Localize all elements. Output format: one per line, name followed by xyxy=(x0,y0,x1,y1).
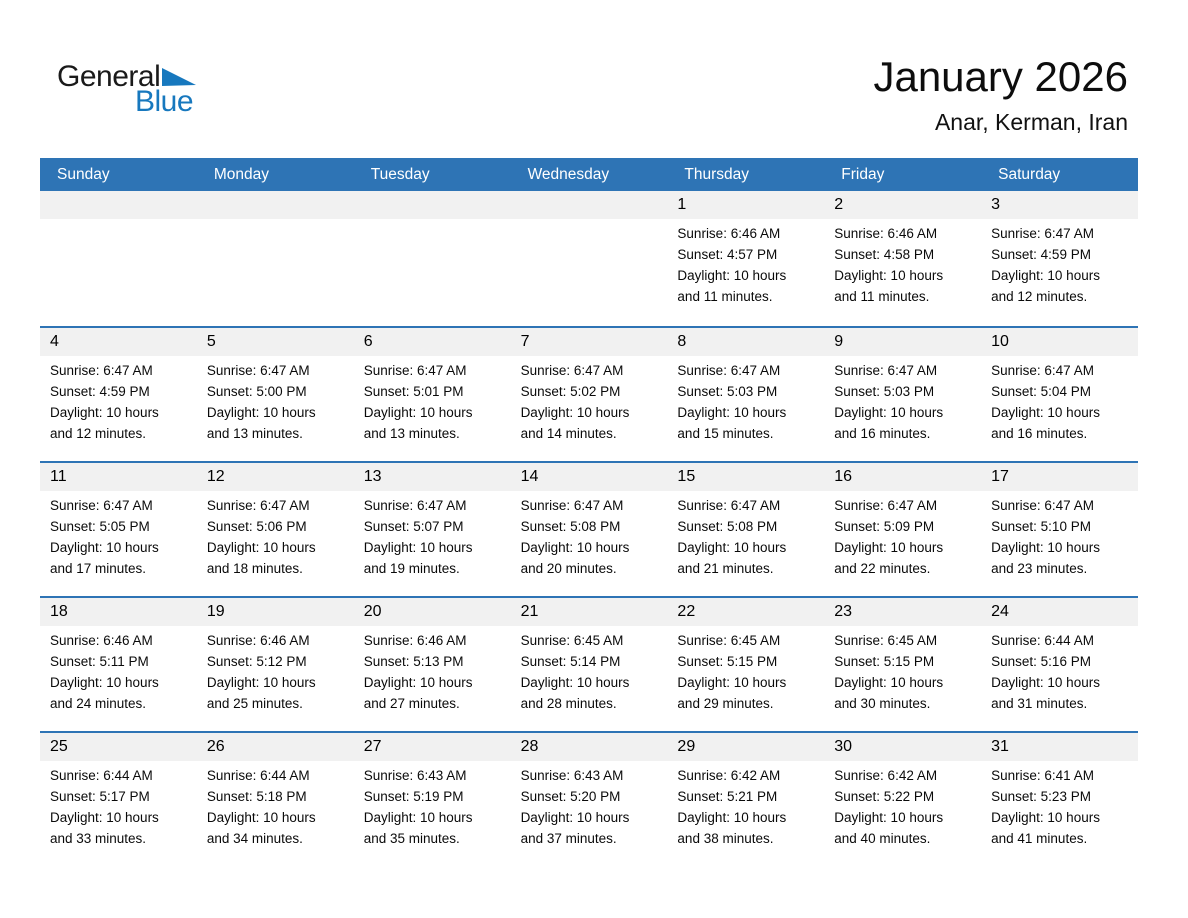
detail-line: Sunset: 5:03 PM xyxy=(677,384,778,399)
detail-line: and 34 minutes. xyxy=(206,831,303,846)
day-details xyxy=(511,219,668,223)
detail-line: Sunset: 5:08 PM xyxy=(520,519,621,534)
detail-line: Sunrise: 6:47 AM xyxy=(50,363,153,378)
day-cell xyxy=(824,328,981,461)
day-details xyxy=(981,356,1138,444)
detail-line: and 12 minutes. xyxy=(991,289,1088,304)
day-number: 19 xyxy=(206,603,225,620)
day-number-strip xyxy=(981,598,1138,626)
detail-line: Sunset: 5:00 PM xyxy=(206,384,307,399)
detail-line: Sunset: 5:09 PM xyxy=(834,519,935,534)
day-cell xyxy=(40,328,197,461)
empty-day-cell xyxy=(511,191,668,326)
detail-line: and 11 minutes. xyxy=(834,289,930,304)
detail-line: and 28 minutes. xyxy=(520,696,617,711)
day-number: 4 xyxy=(50,333,59,350)
weekday-header-saturday: Saturday xyxy=(998,165,1061,183)
detail-line: and 30 minutes. xyxy=(834,696,931,711)
day-details xyxy=(824,761,981,849)
day-cell xyxy=(667,463,824,596)
detail-line: Daylight: 10 hours xyxy=(991,810,1100,825)
day-number: 1 xyxy=(677,196,687,213)
day-number: 5 xyxy=(206,333,216,350)
day-details xyxy=(511,491,668,579)
day-details xyxy=(40,356,197,444)
day-details xyxy=(824,491,981,579)
week-row xyxy=(40,326,1138,461)
detail-line: Sunset: 4:57 PM xyxy=(677,247,778,262)
day-number: 3 xyxy=(991,196,1001,213)
detail-line: Daylight: 10 hours xyxy=(834,810,944,825)
day-cell xyxy=(981,598,1138,731)
day-number: 8 xyxy=(677,333,687,350)
day-number-strip xyxy=(197,191,354,219)
day-details xyxy=(354,356,511,444)
detail-line: Daylight: 10 hours xyxy=(991,405,1100,420)
detail-line: Sunrise: 6:47 AM xyxy=(363,363,467,378)
detail-line: Sunrise: 6:47 AM xyxy=(206,363,310,378)
day-details xyxy=(981,491,1138,579)
detail-line: Daylight: 10 hours xyxy=(677,405,787,420)
detail-line: Sunset: 5:11 PM xyxy=(50,654,149,669)
detail-line: and 38 minutes. xyxy=(677,831,774,846)
day-details xyxy=(667,626,824,714)
day-number-strip xyxy=(40,463,197,491)
detail-line: Sunrise: 6:47 AM xyxy=(677,363,781,378)
day-cell xyxy=(197,463,354,596)
logo-text-blue: Blue xyxy=(135,85,194,118)
month-title: January 2026 xyxy=(873,53,1128,100)
day-number-strip xyxy=(511,191,668,219)
detail-line: Daylight: 10 hours xyxy=(520,675,630,690)
detail-line: Sunrise: 6:47 AM xyxy=(991,226,1094,241)
detail-line: and 16 minutes. xyxy=(834,426,931,441)
day-cell xyxy=(981,191,1138,326)
detail-line: Daylight: 10 hours xyxy=(50,405,159,420)
empty-day-cell xyxy=(354,191,511,326)
day-cell xyxy=(981,463,1138,596)
detail-line: Sunrise: 6:44 AM xyxy=(206,768,310,783)
day-number-strip xyxy=(667,598,824,626)
day-details xyxy=(197,356,354,444)
day-cell xyxy=(354,733,511,866)
day-number: 31 xyxy=(991,738,1009,755)
day-details xyxy=(667,491,824,579)
day-cell xyxy=(354,328,511,461)
detail-line: Daylight: 10 hours xyxy=(991,540,1100,555)
detail-line: Daylight: 10 hours xyxy=(677,540,787,555)
detail-line: Sunrise: 6:44 AM xyxy=(991,633,1094,648)
day-number: 2 xyxy=(834,196,844,213)
detail-line: Daylight: 10 hours xyxy=(363,540,473,555)
day-cell xyxy=(981,328,1138,461)
day-number-strip xyxy=(354,598,511,626)
detail-line: Sunset: 5:23 PM xyxy=(991,789,1091,804)
detail-line: Daylight: 10 hours xyxy=(834,405,944,420)
day-details xyxy=(981,626,1138,714)
detail-line: Sunrise: 6:45 AM xyxy=(834,633,938,648)
general-blue-logo xyxy=(57,60,196,119)
detail-line: Daylight: 10 hours xyxy=(206,540,316,555)
day-details xyxy=(354,219,511,223)
detail-line: Sunset: 5:18 PM xyxy=(206,789,307,804)
detail-line: Sunrise: 6:41 AM xyxy=(991,768,1094,783)
day-number: 24 xyxy=(991,603,1009,620)
day-number-strip xyxy=(667,191,824,219)
day-details xyxy=(824,626,981,714)
day-number: 14 xyxy=(520,468,539,485)
day-number: 25 xyxy=(50,738,68,755)
detail-line: Sunset: 5:13 PM xyxy=(363,654,464,669)
day-cell xyxy=(40,598,197,731)
day-number-strip xyxy=(667,463,824,491)
day-number: 13 xyxy=(363,468,382,485)
day-details xyxy=(40,219,197,223)
day-cell xyxy=(197,598,354,731)
detail-line: and 21 minutes. xyxy=(677,561,774,576)
detail-line: Daylight: 10 hours xyxy=(834,540,944,555)
day-details xyxy=(511,761,668,849)
detail-line: Sunset: 5:22 PM xyxy=(834,789,935,804)
detail-line: Sunrise: 6:43 AM xyxy=(363,768,467,783)
day-number-strip xyxy=(354,328,511,356)
detail-line: Sunrise: 6:47 AM xyxy=(677,498,781,513)
day-details xyxy=(40,626,197,714)
day-number-strip xyxy=(511,598,668,626)
detail-line: Sunrise: 6:44 AM xyxy=(50,768,153,783)
detail-line: Sunrise: 6:43 AM xyxy=(520,768,624,783)
empty-day-cell xyxy=(197,191,354,326)
day-details xyxy=(981,219,1138,307)
day-number-strip xyxy=(197,463,354,491)
detail-line: Daylight: 10 hours xyxy=(363,675,473,690)
day-cell xyxy=(824,733,981,866)
detail-line: and 11 minutes. xyxy=(677,289,773,304)
detail-line: and 12 minutes. xyxy=(50,426,147,441)
day-details xyxy=(197,761,354,849)
day-number-strip xyxy=(511,463,668,491)
day-details xyxy=(667,219,824,307)
week-row xyxy=(40,731,1138,866)
detail-line: Sunset: 4:58 PM xyxy=(834,247,935,262)
day-cell xyxy=(197,328,354,461)
day-number-strip xyxy=(667,328,824,356)
day-number-strip xyxy=(197,598,354,626)
detail-line: and 41 minutes. xyxy=(991,831,1088,846)
week-row xyxy=(40,191,1138,326)
detail-line: and 31 minutes. xyxy=(991,696,1088,711)
day-number: 26 xyxy=(206,738,225,755)
week-row xyxy=(40,461,1138,596)
day-number-strip xyxy=(40,733,197,761)
detail-line: Sunrise: 6:47 AM xyxy=(834,498,938,513)
detail-line: Sunset: 5:20 PM xyxy=(520,789,621,804)
detail-line: Sunset: 5:10 PM xyxy=(991,519,1091,534)
detail-line: Daylight: 10 hours xyxy=(50,540,159,555)
day-cell xyxy=(824,463,981,596)
day-details xyxy=(40,491,197,579)
day-number: 10 xyxy=(991,333,1009,350)
detail-line: Sunset: 5:21 PM xyxy=(677,789,778,804)
detail-line: Sunrise: 6:47 AM xyxy=(991,498,1094,513)
day-number-strip xyxy=(824,463,981,491)
detail-line: and 20 minutes. xyxy=(520,561,617,576)
day-details xyxy=(354,491,511,579)
detail-line: Sunrise: 6:47 AM xyxy=(50,498,153,513)
detail-line: Sunrise: 6:45 AM xyxy=(677,633,781,648)
detail-line: Daylight: 10 hours xyxy=(677,675,787,690)
detail-line: Daylight: 10 hours xyxy=(520,405,630,420)
day-details xyxy=(354,626,511,714)
weekday-header-sunday: Sunday xyxy=(57,165,110,183)
detail-line: and 33 minutes. xyxy=(50,831,147,846)
day-number-strip xyxy=(354,733,511,761)
detail-line: and 27 minutes. xyxy=(363,696,460,711)
detail-line: Sunrise: 6:46 AM xyxy=(206,633,310,648)
day-number-strip xyxy=(824,733,981,761)
day-number-strip xyxy=(197,733,354,761)
day-details xyxy=(354,761,511,849)
day-number: 29 xyxy=(677,738,696,755)
detail-line: Sunset: 5:15 PM xyxy=(677,654,778,669)
location-subtitle: Anar, Kerman, Iran xyxy=(934,109,1128,135)
day-details xyxy=(667,356,824,444)
detail-line: Sunset: 5:07 PM xyxy=(363,519,464,534)
day-cell xyxy=(981,733,1138,866)
detail-line: Sunset: 5:01 PM xyxy=(363,384,464,399)
detail-line: and 40 minutes. xyxy=(834,831,931,846)
logo-triangle-icon xyxy=(162,68,196,86)
detail-line: and 16 minutes. xyxy=(991,426,1088,441)
detail-line: Daylight: 10 hours xyxy=(363,810,473,825)
day-cell xyxy=(511,463,668,596)
day-cell xyxy=(667,598,824,731)
day-number: 6 xyxy=(363,333,373,350)
day-details xyxy=(981,761,1138,849)
day-number: 23 xyxy=(834,603,853,620)
day-details xyxy=(824,219,981,307)
detail-line: Daylight: 10 hours xyxy=(834,675,944,690)
detail-line: Sunset: 5:03 PM xyxy=(834,384,935,399)
detail-line: Sunrise: 6:47 AM xyxy=(520,363,624,378)
day-number-strip xyxy=(824,598,981,626)
detail-line: Daylight: 10 hours xyxy=(206,810,316,825)
day-cell xyxy=(667,191,824,326)
day-number: 21 xyxy=(520,603,539,620)
day-number: 20 xyxy=(363,603,382,620)
weekday-header-row xyxy=(40,158,1138,191)
day-cell xyxy=(667,733,824,866)
day-number-strip xyxy=(981,191,1138,219)
detail-line: Daylight: 10 hours xyxy=(677,810,787,825)
detail-line: and 14 minutes. xyxy=(520,426,617,441)
day-number: 12 xyxy=(206,468,225,485)
detail-line: Sunrise: 6:47 AM xyxy=(520,498,624,513)
detail-line: Daylight: 10 hours xyxy=(991,675,1100,690)
detail-line: Sunrise: 6:47 AM xyxy=(834,363,938,378)
day-number: 11 xyxy=(50,468,67,485)
detail-line: and 25 minutes. xyxy=(206,696,303,711)
detail-line: Daylight: 10 hours xyxy=(677,268,787,283)
detail-line: Sunrise: 6:47 AM xyxy=(363,498,467,513)
detail-line: and 37 minutes. xyxy=(520,831,617,846)
day-number: 27 xyxy=(363,738,382,755)
detail-line: and 13 minutes. xyxy=(206,426,303,441)
detail-line: Sunrise: 6:47 AM xyxy=(206,498,310,513)
detail-line: Sunset: 4:59 PM xyxy=(991,247,1091,262)
detail-line: Daylight: 10 hours xyxy=(206,675,316,690)
detail-line: Daylight: 10 hours xyxy=(50,810,159,825)
calendar-grid xyxy=(40,191,1138,866)
week-row xyxy=(40,596,1138,731)
day-cell xyxy=(511,598,668,731)
detail-line: Sunset: 5:19 PM xyxy=(363,789,464,804)
calendar xyxy=(40,158,1138,866)
detail-line: Sunset: 5:16 PM xyxy=(991,654,1091,669)
detail-line: and 35 minutes. xyxy=(363,831,460,846)
title-block xyxy=(873,53,1128,136)
day-cell xyxy=(511,328,668,461)
day-number: 16 xyxy=(834,468,853,485)
day-number-strip xyxy=(667,733,824,761)
detail-line: and 17 minutes. xyxy=(50,561,147,576)
day-number-strip xyxy=(981,733,1138,761)
day-details xyxy=(40,761,197,849)
day-number-strip xyxy=(981,328,1138,356)
day-number-strip xyxy=(40,191,197,219)
day-number: 9 xyxy=(834,333,844,350)
detail-line: Sunrise: 6:47 AM xyxy=(991,363,1094,378)
day-details xyxy=(511,626,668,714)
day-number-strip xyxy=(824,191,981,219)
day-details xyxy=(197,491,354,579)
day-details xyxy=(824,356,981,444)
detail-line: Sunrise: 6:45 AM xyxy=(520,633,624,648)
detail-line: Sunset: 5:12 PM xyxy=(206,654,307,669)
day-number-strip xyxy=(354,463,511,491)
detail-line: and 18 minutes. xyxy=(206,561,303,576)
day-cell xyxy=(354,463,511,596)
detail-line: and 13 minutes. xyxy=(363,426,460,441)
day-cell xyxy=(40,733,197,866)
day-number: 30 xyxy=(834,738,853,755)
detail-line: Sunset: 5:06 PM xyxy=(206,519,307,534)
weekday-header-monday: Monday xyxy=(213,165,269,183)
detail-line: and 29 minutes. xyxy=(677,696,774,711)
day-number-strip xyxy=(981,463,1138,491)
day-number-strip xyxy=(354,191,511,219)
detail-line: Sunrise: 6:42 AM xyxy=(677,768,781,783)
weekday-header-tuesday: Tuesday xyxy=(370,165,430,183)
day-cell xyxy=(667,328,824,461)
day-number: 7 xyxy=(520,333,530,350)
detail-line: Daylight: 10 hours xyxy=(520,540,630,555)
detail-line: Sunset: 5:04 PM xyxy=(991,384,1091,399)
detail-line: Sunrise: 6:46 AM xyxy=(677,226,781,241)
day-cell xyxy=(40,463,197,596)
detail-line: Sunrise: 6:46 AM xyxy=(50,633,153,648)
detail-line: Sunset: 4:59 PM xyxy=(50,384,150,399)
detail-line: and 15 minutes. xyxy=(677,426,774,441)
detail-line: Daylight: 10 hours xyxy=(206,405,316,420)
day-details xyxy=(197,219,354,223)
weekday-header-thursday: Thursday xyxy=(684,165,750,183)
day-cell xyxy=(354,598,511,731)
detail-line: Daylight: 10 hours xyxy=(50,675,159,690)
day-cell xyxy=(197,733,354,866)
day-number: 28 xyxy=(520,738,539,755)
weekday-header-wednesday: Wednesday xyxy=(527,165,610,183)
day-number-strip xyxy=(197,328,354,356)
day-number-strip xyxy=(511,328,668,356)
day-cell xyxy=(824,598,981,731)
day-details xyxy=(667,761,824,849)
day-number: 15 xyxy=(677,468,696,485)
detail-line: Sunrise: 6:46 AM xyxy=(363,633,467,648)
detail-line: Daylight: 10 hours xyxy=(834,268,944,283)
detail-line: Sunset: 5:08 PM xyxy=(677,519,778,534)
detail-line: Sunset: 5:14 PM xyxy=(520,654,621,669)
day-number-strip xyxy=(40,328,197,356)
day-details xyxy=(197,626,354,714)
day-number-strip xyxy=(824,328,981,356)
day-cell xyxy=(824,191,981,326)
detail-line: Sunset: 5:05 PM xyxy=(50,519,150,534)
empty-day-cell xyxy=(40,191,197,326)
logo-text-general: General xyxy=(57,60,161,93)
day-number: 17 xyxy=(991,468,1009,485)
day-number-strip xyxy=(511,733,668,761)
detail-line: Daylight: 10 hours xyxy=(991,268,1100,283)
day-number-strip xyxy=(40,598,197,626)
detail-line: and 19 minutes. xyxy=(363,561,460,576)
day-cell xyxy=(511,733,668,866)
detail-line: Daylight: 10 hours xyxy=(520,810,630,825)
detail-line: Sunrise: 6:46 AM xyxy=(834,226,938,241)
weekday-header-friday: Friday xyxy=(841,165,885,183)
detail-line: Sunset: 5:17 PM xyxy=(50,789,150,804)
detail-line: and 23 minutes. xyxy=(991,561,1088,576)
day-number: 18 xyxy=(50,603,68,620)
detail-line: Sunrise: 6:42 AM xyxy=(834,768,938,783)
day-details xyxy=(511,356,668,444)
detail-line: Daylight: 10 hours xyxy=(363,405,473,420)
detail-line: Sunset: 5:02 PM xyxy=(520,384,621,399)
detail-line: and 22 minutes. xyxy=(834,561,931,576)
detail-line: and 24 minutes. xyxy=(50,696,147,711)
day-number: 22 xyxy=(677,603,696,620)
detail-line: Sunset: 5:15 PM xyxy=(834,654,935,669)
